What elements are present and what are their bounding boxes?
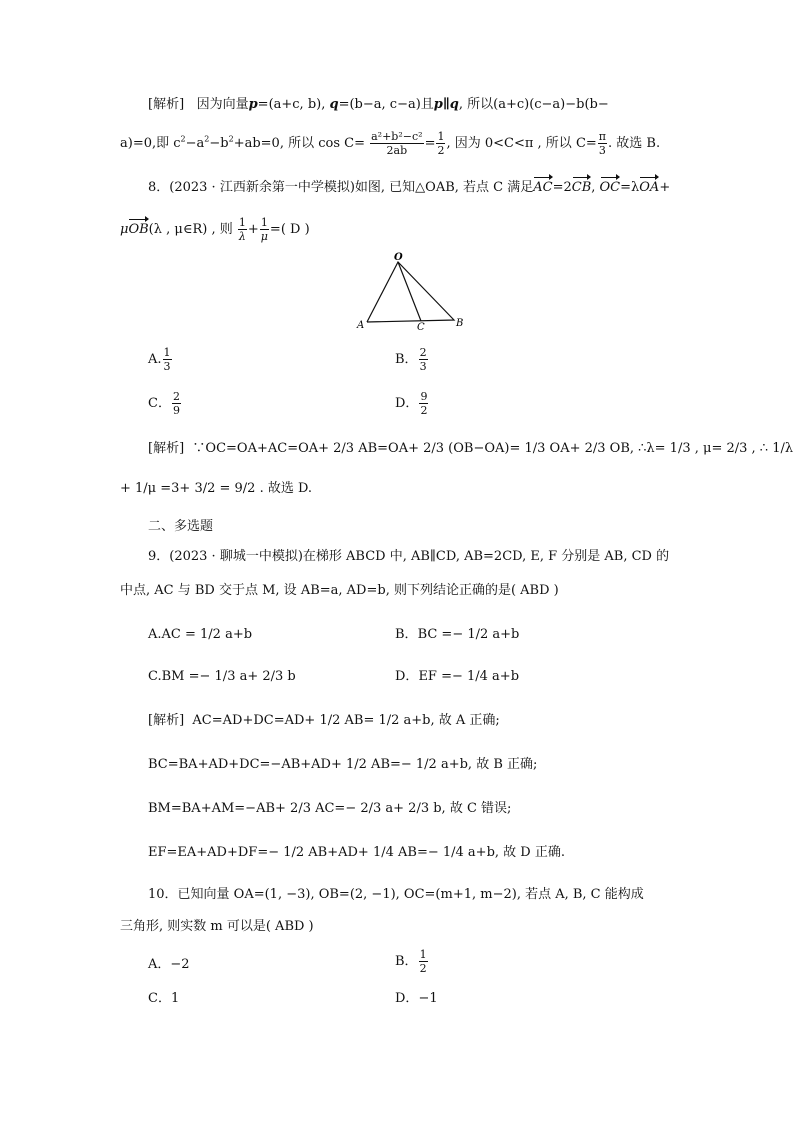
- numerator: 9: [420, 390, 428, 403]
- denominator: 3: [163, 360, 171, 373]
- triangle-outline: [367, 262, 454, 322]
- numerator: 1: [238, 216, 246, 229]
- text: =( D ): [269, 222, 310, 237]
- fraction-pi-third: [598, 130, 607, 157]
- parallel-relation: p∥q: [433, 97, 459, 112]
- label-C: C: [417, 322, 425, 333]
- option-fraction: [419, 346, 428, 373]
- option-fraction: [419, 390, 428, 417]
- denominator: λ: [238, 230, 246, 243]
- denominator: 9: [172, 404, 180, 417]
- q9-option-b: [395, 626, 519, 644]
- option-text: BC =− 1/2 a+b: [417, 627, 520, 642]
- option-fraction: [419, 948, 428, 975]
- option-letter: A.: [148, 352, 162, 367]
- option-letter: B．: [395, 627, 418, 642]
- numerator: 1: [260, 216, 268, 229]
- q9-option-a: [148, 626, 252, 644]
- text: −a: [185, 136, 205, 151]
- q10-line-1: [148, 886, 644, 904]
- denominator: 3: [419, 360, 427, 373]
- q8-line-1: [148, 176, 670, 197]
- q10-option-d: [395, 990, 438, 1008]
- text: −b: [209, 136, 229, 151]
- solution-tag: [解析]: [148, 441, 185, 456]
- vector-CB: CB: [572, 176, 592, 197]
- q7-solution-line-1: [148, 96, 609, 114]
- text: 10．已知向量 OA=(1, −3), OB=(2, −1), OC=(m+1, m−2), 若点 A, B, C 能构成: [148, 887, 644, 902]
- q9-solution-line-4: [148, 844, 565, 862]
- q9-option-c: [148, 668, 296, 686]
- text: =(a+c, b),: [257, 97, 326, 112]
- text: . 故选 B.: [608, 136, 661, 151]
- q9-line-1: [148, 548, 669, 566]
- option-letter: B．: [395, 954, 418, 969]
- option-fraction: [163, 346, 172, 373]
- text: 9．(2023 · 聊城一中模拟)在梯形 ABCD 中, AB∥CD, AB=2CD, E, F 分别是 AB, CD 的: [148, 549, 670, 564]
- solution-tag: [解析]: [148, 97, 185, 112]
- numerator: 2: [172, 390, 180, 403]
- q10-line-2: [120, 918, 314, 936]
- option-text: 1: [170, 991, 180, 1006]
- text: μ: [120, 222, 129, 237]
- text: 因为向量: [196, 97, 249, 112]
- text: +: [247, 222, 259, 237]
- q7-solution-line-2: a)=0,即 $c^2-a^2-b^2+ab=0$, 所以 cos C= $\frac{\text{a²+b²−c²}}{2ab}$ = $\frac{1}{2}$ , 因为 0<C<π , 所以 C= $\frac{\pi}{3}$ . 故选 B.: [120, 130, 661, 157]
- text: +: [659, 180, 671, 195]
- q8-option-c: [148, 390, 182, 417]
- text: BC=BA+AD+DC=−AB+AD+ 1/2 AB=− 1/2 a+b, 故 B 正确;: [148, 757, 538, 772]
- q10-option-a: [148, 956, 190, 974]
- q9-option-d: [395, 668, 519, 686]
- option-letter: A.: [148, 627, 162, 642]
- vector-OB: OB: [128, 218, 148, 239]
- q8-option-b: [395, 346, 429, 373]
- option-text: −1: [418, 991, 438, 1006]
- vector-p: p: [248, 97, 258, 112]
- numerator: 1: [419, 948, 427, 961]
- q9-solution-line-1: [148, 712, 500, 730]
- text: , 因为 0<C<π , 所以 C=: [446, 136, 597, 151]
- text: EF=EA+AD+DF=− 1/2 AB+AD+ 1/4 AB=− 1/4 a+b, 故 D 正确.: [148, 845, 565, 860]
- vector-q: q: [329, 97, 339, 112]
- option-letter: A．: [148, 957, 171, 972]
- text: 8．(2023 · 江西新余第一中学模拟)如图, 已知△OAB, 若点 C 满足: [148, 180, 534, 195]
- label-O: O: [394, 252, 403, 263]
- vector-OC: OC: [600, 176, 621, 197]
- denominator: 3: [598, 144, 606, 157]
- section-heading: [148, 518, 213, 536]
- text: BM=BA+AM=−AB+ 2/3 AC=− 2/3 a+ 2/3 b, 故 C 错误;: [148, 801, 512, 816]
- denominator: 2: [437, 144, 445, 157]
- text: =(b−a, c−a)且: [338, 97, 434, 112]
- q8-solution-line-1: [148, 440, 793, 458]
- text: 二、多选题: [148, 519, 214, 534]
- denominator: 2: [420, 404, 428, 417]
- text: =2: [552, 180, 572, 195]
- numerator: π: [598, 130, 607, 143]
- fraction-half: [436, 130, 445, 157]
- denominator: 2ab: [386, 144, 408, 157]
- label-B: B: [456, 318, 464, 329]
- option-letter: C．: [148, 396, 171, 411]
- option-fraction: [172, 390, 181, 417]
- denominator: 2: [419, 962, 427, 975]
- numerator: 1: [163, 346, 171, 359]
- option-text: −2: [170, 957, 190, 972]
- text: a)=0,即 c: [120, 136, 181, 151]
- q10-option-c: [148, 990, 179, 1008]
- option-letter: C.: [148, 669, 162, 684]
- text: , 所以(a+c)(c−a)−b(b−: [458, 97, 609, 112]
- text: ∵OC=OA+AC=OA+ 2/3 AB=OA+ 2/3 (OB−OA)= 1/3 OA+ 2/3 OB, ∴λ= 1/3 , μ= 2/3 , ∴ 1/λ: [192, 441, 794, 456]
- text: AC=AD+DC=AD+ 1/2 AB= 1/2 a+b, 故 A 正确;: [192, 713, 500, 728]
- solution-tag: [解析]: [148, 713, 185, 728]
- q8-solution-line-2: [120, 480, 312, 498]
- text: + 1/μ =3+ 3/2 = 9/2 . 故选 D.: [120, 481, 313, 496]
- option-text: EF =− 1/4 a+b: [418, 669, 520, 684]
- q10-option-b: [395, 948, 429, 975]
- text: =: [424, 136, 436, 151]
- label-A: A: [357, 320, 365, 331]
- vector-OA: OA: [639, 176, 659, 197]
- option-text: BM =− 1/3 a+ 2/3 b: [161, 669, 296, 684]
- numerator: 2: [419, 346, 427, 359]
- option-letter: C．: [148, 991, 171, 1006]
- segment-OC: [398, 262, 421, 321]
- triangle-figure: [355, 252, 470, 334]
- q9-solution-line-3: [148, 800, 511, 818]
- q8-line-2: [120, 216, 310, 243]
- text: +ab=0, 所以 cos C=: [233, 136, 365, 151]
- text: (λ , μ∈R) , 则: [148, 222, 233, 237]
- numerator: 1: [437, 130, 445, 143]
- option-letter: D．: [395, 396, 419, 411]
- q9-solution-line-2: [148, 756, 537, 774]
- option-text: AC = 1/2 a+b: [161, 627, 253, 642]
- fraction-1-lambda: [238, 216, 247, 243]
- text: =λ: [620, 180, 640, 195]
- numerator: a²+b²−c²: [371, 130, 423, 143]
- fraction-cos: [370, 130, 423, 157]
- option-letter: D．: [395, 669, 419, 684]
- text: ,: [591, 180, 600, 195]
- denominator: μ: [260, 230, 268, 243]
- text: 三角形, 则实数 m 可以是( ABD ): [120, 919, 314, 934]
- q9-line-2: [120, 582, 559, 600]
- q8-option-a: [148, 346, 173, 373]
- option-letter: D．: [395, 991, 419, 1006]
- vector-AC: AC: [533, 176, 552, 197]
- text: 中点, AC 与 BD 交于点 M, 设 AB=a, AD=b, 则下列结论正确的是( ABD ): [120, 583, 559, 598]
- option-letter: B．: [395, 352, 418, 367]
- fraction-1-mu: [260, 216, 269, 243]
- q8-option-d: [395, 390, 429, 417]
